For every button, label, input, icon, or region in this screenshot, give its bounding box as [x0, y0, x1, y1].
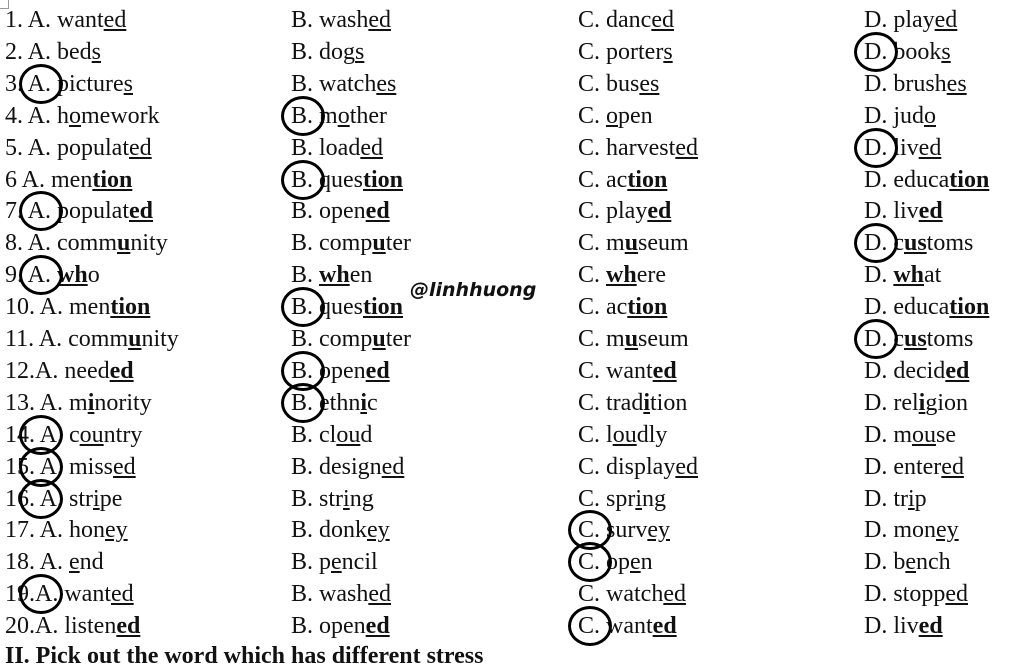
option-c[interactable]: [578, 546, 653, 578]
option-text-suffix: ntry: [103, 421, 143, 448]
option-d[interactable]: [864, 132, 941, 164]
option-text-prefix: 7. A. populat: [5, 198, 129, 225]
option-text-suffix: nority: [94, 389, 152, 416]
underlined-part: tion: [110, 294, 151, 321]
option-c[interactable]: [578, 451, 698, 483]
next-section-heading: II. Pick out the word which has different stress: [5, 643, 484, 669]
option-text-suffix: ng: [349, 485, 374, 512]
option-text-prefix: D. liv: [864, 613, 919, 640]
option-text-prefix: D. educa: [864, 294, 950, 321]
option-d[interactable]: [864, 483, 927, 515]
option-d[interactable]: [864, 4, 957, 36]
option-c[interactable]: [578, 323, 689, 355]
option-b[interactable]: [291, 164, 403, 196]
option-b[interactable]: [291, 195, 390, 227]
option-text-prefix: 15. A. miss: [5, 453, 114, 480]
option-text-suffix: en: [349, 262, 373, 289]
option-text-prefix: 10. A. men: [5, 294, 111, 321]
underlined-part: ed: [918, 134, 942, 161]
underlined-part: ed: [652, 613, 677, 640]
option-text-prefix: D. play: [864, 7, 935, 33]
option-text-prefix: C. want: [578, 357, 653, 384]
underlined-part: ed: [381, 453, 405, 480]
underlined-part: tion: [363, 294, 404, 321]
option-b[interactable]: [291, 483, 374, 515]
underlined-part: u: [117, 230, 131, 257]
underlined-part: i: [635, 485, 643, 512]
underlined-part: ed: [652, 357, 677, 384]
underlined-part: us: [903, 326, 927, 352]
underlined-part: ed: [360, 134, 383, 161]
underlined-part: wh: [606, 262, 637, 289]
option-text-suffix: nity: [141, 326, 179, 352]
question-row: [0, 546, 1024, 578]
underlined-part: ey: [367, 517, 390, 544]
option-text-prefix: B. ques: [291, 166, 363, 193]
option-text-prefix: C. harvest: [578, 134, 676, 161]
option-text-prefix: B. str: [291, 485, 344, 512]
underlined-part: ed: [365, 198, 390, 225]
option-a[interactable]: [5, 610, 140, 642]
option-text-prefix: 3. A. picture: [5, 70, 124, 97]
underlined-part: s: [941, 38, 951, 65]
option-b[interactable]: [291, 546, 378, 578]
option-b[interactable]: [291, 355, 390, 387]
question-row: [0, 451, 1024, 483]
option-text-prefix: B. load: [291, 134, 361, 161]
underlined-part: tion: [949, 294, 990, 321]
option-b[interactable]: [291, 419, 372, 451]
option-d[interactable]: [864, 546, 951, 578]
option-text-prefix: D. stopp: [864, 581, 946, 608]
underlined-part: ed: [365, 357, 390, 384]
underlined-part: ou: [912, 421, 936, 448]
option-text-prefix: D. jud: [864, 102, 924, 129]
option-text-suffix: pe: [99, 485, 123, 512]
underlined-part: ed: [651, 7, 674, 33]
option-c[interactable]: [578, 195, 671, 227]
option-a[interactable]: [5, 36, 101, 68]
option-c[interactable]: [578, 132, 698, 164]
underlined-part: u: [372, 230, 386, 257]
option-text-suffix: seum: [638, 230, 689, 257]
underlined-part: s: [663, 38, 673, 65]
option-c[interactable]: [578, 578, 686, 610]
underlined-part: u: [128, 326, 142, 352]
option-text-prefix: D. liv: [864, 134, 919, 161]
underlined-part: e: [630, 549, 641, 576]
option-text-suffix: ter: [385, 230, 411, 257]
underlined-part: ed: [934, 7, 958, 33]
question-row: [0, 100, 1024, 132]
underlined-part: ed: [116, 613, 141, 640]
option-text-prefix: D. rel: [864, 389, 919, 416]
underlined-part: ou: [336, 421, 361, 448]
question-row: [0, 323, 1024, 355]
option-text-suffix: nd: [79, 549, 104, 576]
underlined-part: ed: [941, 453, 964, 480]
option-text-suffix: pen: [618, 102, 653, 129]
watermark-text: @linhhuong: [410, 279, 537, 301]
underlined-part: ey: [647, 517, 670, 544]
underlined-part: tion: [92, 166, 133, 193]
option-text-prefix: C. ac: [578, 166, 628, 193]
option-a[interactable]: [5, 291, 150, 323]
option-c[interactable]: [578, 514, 670, 546]
underlined-part: ey: [105, 517, 128, 544]
option-text-suffix: mework: [81, 102, 160, 129]
underlined-part: o: [337, 102, 350, 129]
option-text-prefix: D. b: [864, 549, 906, 576]
underlined-part: wh: [319, 262, 350, 289]
option-a[interactable]: [5, 4, 126, 36]
option-text-suffix: gion: [925, 389, 968, 416]
question-row: [0, 36, 1024, 68]
option-text-suffix: ere: [636, 262, 666, 289]
option-text-prefix: C. op: [578, 549, 631, 576]
option-d[interactable]: [864, 291, 989, 323]
underlined-part: s: [123, 70, 133, 97]
underlined-part: u: [624, 230, 639, 257]
option-text-prefix: 4. A. h: [5, 102, 70, 129]
question-row: [0, 419, 1024, 451]
underlined-part: i: [343, 485, 350, 512]
option-text-prefix: D. enter: [864, 453, 942, 480]
option-text-suffix: toms: [926, 326, 974, 352]
option-text-prefix: C. m: [578, 230, 625, 257]
option-text-prefix: C. m: [578, 326, 625, 352]
option-text-prefix: B. donk: [291, 517, 368, 544]
option-d[interactable]: [864, 323, 973, 355]
underlined-part: i: [87, 389, 95, 416]
option-b[interactable]: [291, 291, 403, 323]
option-d[interactable]: [864, 100, 936, 132]
underlined-part: ed: [918, 613, 943, 640]
option-text-prefix: 14. A. c: [5, 421, 80, 448]
option-d[interactable]: [864, 419, 956, 451]
option-text-prefix: C.: [578, 102, 607, 129]
option-text-suffix: ncil: [341, 549, 378, 576]
option-text-prefix: D. decid: [864, 357, 946, 384]
option-text-prefix: 8. A. comm: [5, 230, 117, 257]
option-b[interactable]: [291, 132, 383, 164]
question-row: [0, 195, 1024, 227]
question-row: [0, 578, 1024, 610]
option-c[interactable]: [578, 387, 687, 419]
underlined-part: s: [355, 38, 365, 65]
option-text-suffix: dly: [636, 421, 668, 448]
option-text-suffix: n: [640, 549, 653, 576]
underlined-part: tion: [949, 166, 990, 193]
underlined-part: ed: [945, 357, 970, 384]
option-a[interactable]: [5, 514, 128, 546]
question-row: [0, 610, 1024, 642]
option-text-prefix: D. brush: [864, 70, 947, 97]
question-row: [0, 483, 1024, 515]
option-d[interactable]: [864, 259, 941, 291]
option-text-prefix: B. open: [291, 198, 366, 225]
underlined-part: ed: [113, 453, 136, 480]
option-text-prefix: B. p: [291, 549, 332, 576]
option-c[interactable]: [578, 36, 673, 68]
option-text-prefix: C. watch: [578, 581, 664, 608]
option-text-prefix: B. comp: [291, 326, 373, 352]
option-text-prefix: C. bus: [578, 70, 640, 97]
option-c[interactable]: [578, 259, 666, 291]
option-c[interactable]: [578, 355, 677, 387]
option-a[interactable]: [5, 68, 133, 100]
underlined-part: ed: [675, 134, 698, 161]
option-text-suffix: at: [924, 262, 942, 289]
option-text-prefix: D. c: [864, 326, 904, 352]
option-text-prefix: 12.A. need: [5, 357, 110, 384]
option-c[interactable]: [578, 610, 677, 642]
question-row: [0, 514, 1024, 546]
underlined-part: tion: [627, 294, 668, 321]
option-b[interactable]: [291, 610, 390, 642]
option-text-suffix: tion: [650, 389, 688, 416]
underlined-part: ed: [109, 357, 134, 384]
underlined-part: es: [376, 70, 397, 97]
underlined-part: s: [91, 38, 102, 65]
option-d[interactable]: [864, 451, 964, 483]
option-text-prefix: B. comp: [291, 230, 373, 257]
underlined-part: ed: [675, 453, 698, 480]
option-text-suffix: toms: [926, 230, 974, 257]
option-c[interactable]: [578, 100, 653, 132]
option-text-prefix: C. surv: [578, 517, 648, 544]
underlined-part: e: [331, 549, 342, 576]
option-text-prefix: C. ac: [578, 294, 628, 321]
option-text-prefix: D. educa: [864, 166, 950, 193]
option-text-prefix: B. ethn: [291, 389, 361, 416]
option-c[interactable]: [578, 164, 667, 196]
option-text-prefix: B. ques: [291, 294, 363, 321]
underlined-part: o: [69, 102, 82, 129]
underlined-part: ed: [945, 581, 968, 608]
option-d[interactable]: [864, 355, 969, 387]
underlined-part: ou: [79, 421, 104, 448]
option-b[interactable]: [291, 68, 396, 100]
underlined-part: ou: [612, 421, 637, 448]
option-c[interactable]: [578, 4, 674, 36]
underlined-part: e: [69, 549, 80, 576]
option-c[interactable]: [578, 227, 689, 259]
option-text-prefix: C. danc: [578, 7, 652, 33]
underlined-part: ed: [368, 581, 391, 608]
option-a[interactable]: [5, 132, 152, 164]
option-c[interactable]: [578, 419, 667, 451]
option-text-suffix: ther: [349, 102, 387, 129]
option-b[interactable]: [291, 4, 391, 36]
question-row: [0, 132, 1024, 164]
underlined-part: ed: [110, 581, 134, 608]
question-row: [0, 227, 1024, 259]
option-text-prefix: C. spr: [578, 485, 636, 512]
underlined-part: i: [360, 389, 367, 416]
underlined-part: ed: [129, 134, 152, 161]
option-text-suffix: p: [914, 485, 927, 512]
option-text-prefix: 2. A. bed: [5, 38, 92, 65]
option-text-prefix: C. want: [578, 613, 653, 640]
option-b[interactable]: [291, 36, 364, 68]
option-text-prefix: B. cl: [291, 421, 337, 448]
option-text-suffix: c: [367, 389, 378, 416]
option-a[interactable]: [5, 451, 136, 483]
underlined-part: e: [905, 549, 916, 576]
option-a[interactable]: [5, 355, 134, 387]
underlined-part: es: [946, 70, 967, 97]
option-a[interactable]: [5, 164, 132, 196]
option-b[interactable]: [291, 227, 411, 259]
option-text-prefix: D. m: [864, 421, 912, 448]
underlined-part: ey: [936, 517, 959, 544]
option-a[interactable]: [5, 323, 179, 355]
question-row: [0, 355, 1024, 387]
underlined-part: i: [908, 485, 915, 512]
option-d[interactable]: [864, 227, 973, 259]
option-text-prefix: C. porter: [578, 38, 664, 65]
option-b[interactable]: [291, 387, 378, 419]
option-text-prefix: C. display: [578, 453, 676, 480]
option-b[interactable]: [291, 451, 404, 483]
underlined-part: u: [624, 326, 639, 352]
option-text-suffix: ter: [385, 326, 411, 352]
option-d[interactable]: [864, 68, 967, 100]
option-text-prefix: 17. A. hon: [5, 517, 106, 544]
option-text-prefix: D. book: [864, 38, 942, 65]
option-a[interactable]: [5, 100, 160, 132]
underlined-part: ed: [918, 198, 943, 225]
option-d[interactable]: [864, 36, 951, 68]
option-text-prefix: B. m: [291, 102, 338, 129]
option-b[interactable]: [291, 259, 372, 291]
option-text-suffix: d: [360, 421, 373, 448]
option-b[interactable]: [291, 514, 390, 546]
option-text-prefix: B. dog: [291, 38, 356, 65]
option-text-prefix: B. open: [291, 613, 366, 640]
option-text-prefix: B. wash: [291, 7, 369, 33]
option-text-prefix: C. l: [578, 421, 613, 448]
option-c[interactable]: [578, 483, 666, 515]
option-text-prefix: 5. A. populat: [5, 134, 129, 161]
option-text-prefix: D. tr: [864, 485, 908, 512]
option-text-prefix: C. trad: [578, 389, 644, 416]
option-a[interactable]: [5, 483, 122, 515]
option-text-suffix: ng: [642, 485, 667, 512]
option-text-prefix: 20.A. listen: [5, 613, 117, 640]
underlined-part: u: [372, 326, 386, 352]
option-text-prefix: C. play: [578, 198, 648, 225]
option-text-suffix: nch: [916, 549, 951, 576]
underlined-part: wh: [57, 262, 88, 289]
underlined-part: tion: [627, 166, 668, 193]
option-d[interactable]: [864, 164, 989, 196]
option-text-prefix: 18. A.: [5, 549, 70, 576]
option-text-prefix: D. mon: [864, 517, 936, 544]
option-text-prefix: 13. A. m: [5, 389, 88, 416]
option-text-prefix: D. liv: [864, 198, 919, 225]
option-text-prefix: D. c: [864, 230, 904, 257]
option-d[interactable]: [864, 195, 943, 227]
underlined-part: wh: [893, 262, 925, 289]
option-text-prefix: D.: [864, 262, 894, 289]
option-text-prefix: B. design: [291, 453, 382, 480]
option-a[interactable]: [5, 387, 152, 419]
option-d[interactable]: [864, 610, 943, 642]
underlined-part: ed: [103, 7, 127, 33]
option-text-suffix: seum: [638, 326, 689, 352]
underlined-part: i: [643, 389, 650, 416]
option-a[interactable]: [5, 227, 168, 259]
option-d[interactable]: [864, 578, 968, 610]
underlined-part: o: [606, 102, 619, 129]
option-b[interactable]: [291, 100, 387, 132]
underlined-part: ed: [129, 198, 153, 225]
underlined-part: tion: [363, 166, 404, 193]
option-c[interactable]: [578, 291, 667, 323]
underlined-part: us: [903, 230, 927, 257]
underlined-part: ed: [647, 198, 672, 225]
underlined-part: i: [918, 389, 926, 416]
option-text-prefix: 9. A.: [5, 262, 58, 289]
option-text-prefix: 6 A. men: [5, 166, 93, 193]
option-b[interactable]: [291, 323, 411, 355]
option-a[interactable]: [5, 259, 100, 291]
underlined-part: i: [93, 485, 100, 512]
question-row: [0, 68, 1024, 100]
option-c[interactable]: [578, 68, 659, 100]
option-text-prefix: B.: [291, 262, 320, 289]
option-d[interactable]: [864, 514, 959, 546]
option-text-prefix: 1. A. want: [5, 7, 104, 33]
option-a[interactable]: [5, 546, 104, 578]
option-text-prefix: B. open: [291, 357, 366, 384]
option-text-prefix: 16. A. str: [5, 485, 94, 512]
question-row: [0, 387, 1024, 419]
option-a[interactable]: [5, 419, 142, 451]
option-a[interactable]: [5, 578, 134, 610]
option-text-suffix: o: [87, 262, 100, 289]
underlined-part: ed: [368, 7, 391, 33]
underlined-part: es: [639, 70, 660, 97]
option-a[interactable]: [5, 195, 153, 227]
underlined-part: ed: [365, 613, 390, 640]
option-text-prefix: 19.A. want: [5, 581, 111, 608]
option-text-suffix: nity: [130, 230, 168, 257]
underlined-part: o: [924, 102, 936, 129]
option-d[interactable]: [864, 387, 968, 419]
option-b[interactable]: [291, 578, 391, 610]
question-row: [0, 4, 1024, 36]
option-text-prefix: B. watch: [291, 70, 377, 97]
option-text-prefix: 11. A. comm: [5, 326, 129, 352]
option-text-prefix: B. wash: [291, 581, 369, 608]
option-text-prefix: C.: [578, 262, 607, 289]
question-row: [0, 164, 1024, 196]
option-text-suffix: se: [936, 421, 956, 448]
underlined-part: ed: [663, 581, 686, 608]
